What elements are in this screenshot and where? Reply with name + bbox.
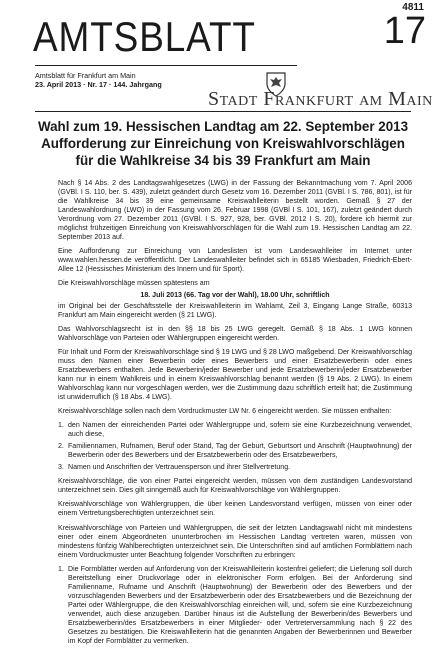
- headline-line: Wahl zum 19. Hessischen Landtag am 22. September 2013: [37, 119, 409, 134]
- headline-line: Aufforderung zur Einreichung von Kreiswahlvorschlägen: [41, 136, 405, 151]
- paragraph: Die Kreiswahlvorschläge müssen spätestens am: [58, 280, 210, 288]
- list-item: [58, 463, 412, 472]
- city-logo-text: Stadt Frankfurt am Main: [208, 88, 433, 110]
- headline-line: für die Wahlkreise 34 bis 39 Frankfurt am Main: [75, 153, 371, 168]
- paragraph: Für Inhalt und Form der Kreiswahlvorschläge sind § 19 LWG und § 28 LWO maßgebend. Der Kreiswahlvorschlag muss den Namen einer Bewerberin oder eines Bewerbers und einer Ersatzbewerberin oder eines Ersatzbewerbers enthalten. Jede Bewerberin/jeder Bewerber und jede Ersatzbewerberin/jeder Ersatzbewerber kann nur in einem Wahlkreis und in einem Kreiswahlvorschlag benannt werden (§ 19 Abs. 2 LWG). In einem Wahlvorschlag kann nur vorgeschlagen werden, wer die Zustimmung dazu schriftlich erteilt hat; die Zustimmung ist unwiderruflich (§ 18 Abs. 4 LWG).: [58, 348, 412, 401]
- list-item-text: den Namen der einreichenden Partei oder Wählergruppe und, sofern sie eine Kurzbezeichnung verwendet, auch diese,: [68, 422, 412, 439]
- issue-box: [384, 2, 426, 50]
- article-headline: [35, 118, 411, 169]
- paragraph: Nach § 14 Abs. 2 des Landtagswahlgesetzes (LWG) in der Fassung der Bekanntmachung vom 7. April 2006 (GVBl. I S. 110, ber. S. 439), zuletzt geändert durch Gesetz vom 16. Dezember 2011 (GVBl. I S. 786, 801), ist für die Wahlkreise 34 bis 39 eine gemeinsame Kreiswahlleiterin bestellt worden. Gemäß § 27 der Landeswahlordnung (LWO) in der Fassung vom 26. Februar 1998 (GVBl I S. 101, 167), zuletzt geändert durch Verordnung vom 27. Dezember 2011 (GVBl. I S. 927, 928, ber. GVBl. 2012 I S. 20), fordere ich hiermit zur möglichst frühzeitigen Einreichung von Kreiswahlvorschlägen für die Wahl zum 19. Hessischen Landtag am 22. September 2013 auf.: [58, 180, 412, 242]
- paragraph: Kreiswahlvorschläge, die von einer Partei eingereicht werden, müssen von dem zuständigen Landesvorstand unterzeichnet sein. Dies gilt sinngemäß auch für Kreiswahlvorschläge von Wählergruppen.: [58, 478, 412, 495]
- list-item-number: 2.: [58, 443, 64, 451]
- issue-number: 17: [383, 10, 426, 52]
- paragraph: Eine Aufforderung zur Einreichung von Landeslisten ist vom Landeswahlleiter im Internet unter www.wahlen.hessen.de veröffentlicht. Der Landeswahlleiter befindet sich in 65185 Wiesbaden, Friedrich-Ebert-Allee 12 (Hessisches Ministerium des Innern und für Sport).: [58, 248, 412, 274]
- masthead: [0, 0, 446, 112]
- requirements-list: [58, 421, 412, 472]
- form-rules-list: [58, 565, 412, 646]
- publication-meta: [35, 71, 162, 89]
- list-item: [58, 565, 412, 646]
- page-number: 4811: [402, 2, 424, 13]
- list-item-text: Namen und Anschriften der Vertrauensperson und ihrer Stellvertretung.: [68, 464, 291, 472]
- paragraph: Das Wahlvorschlagsrecht ist in den §§ 18 bis 25 LWG geregelt. Gemäß § 18 Abs. 1 LWG können Wahlvorschläge von Parteien oder Wählergruppen eingereicht werden.: [58, 325, 412, 342]
- list-item-number: 1.: [58, 422, 64, 430]
- paragraph: Kreiswahlvorschläge von Parteien und Wählergruppen, die seit der letzten Landtagswahl nicht mit mindestens einer oder einem Abgeordneten ununterbrochen im Hessischen Landtag vertreten waren, müssen von mindestens fünfzig Wahlberechtigten unterzeichnet sein. Die Unterschriften sind auf amtlichen Formblättern nach einem Vordruckmuster unter Beachtung folgender Vorschriften zu erbringen:: [58, 524, 412, 559]
- masthead-rule: [35, 65, 297, 66]
- publication-subtitle: Amtsblatt für Frankfurt am Main: [35, 71, 136, 80]
- list-item: [58, 442, 412, 460]
- article-body: [58, 179, 412, 649]
- masthead-bottom-rule: [35, 111, 411, 112]
- publication-title: AMTSBLATT: [33, 13, 256, 60]
- list-item-number: 1.: [58, 565, 64, 573]
- list-item-text: Familiennamen, Rufnamen, Beruf oder Stand, Tag der Geburt, Geburtsort und Anschrift (Hauptwohnung) der Bewerberin oder des Bewerbers und der Ersatzbewerberin oder des Ersatzbewerbers,: [68, 443, 412, 460]
- publication-date-issue: 23. April 2013 · Nr. 17 · 144. Jahrgang: [35, 80, 162, 89]
- paragraph: Kreiswahlvorschläge sollen nach dem Vordruckmuster LW Nr. 6 eingereicht werden. Sie müssen enthalten:: [58, 408, 392, 416]
- paragraph: Kreiswahlvorschläge von Wählergruppen, die über keinen Landesvorstand verfügen, müssen von einer oder einem Vertretungsberechtigten unterzeichnet sein.: [58, 501, 412, 518]
- list-item: [58, 421, 412, 439]
- list-item-text: Die Formblätter werden auf Anforderung von der Kreiswahlleiterin kostenfrei geliefert; die Lieferung soll durch Bereitstellung einer Druckvorlage oder in elektronischer Form erfolgen. Bei der Anforderung sind Familienname, Rufname und Anschrift (Hauptwohnung) der Bewerberin oder des Bewerbers und der vorzuschlagenden Bewerbers und der Ersatzbewerberin oder des Ersatzbewerbers und die Bezeichnung der Partei oder Wählergruppe, die den Kreiswahlvorschlag einreichen will, und, sofern sie eine Kurzbezeichnung verwendet, auch diese anzugeben. Darüber hinaus ist die Aufstellung der Bewerberin/des Bewerbers und Ersatzbewerberin/des Ersatzbewerbers in einer Mitglieder- oder Vertreterversammlung nach § 22 des Gesetzes zu bestätigen. Die Kreiswahlleiterin hat die genannten Angaben der Bewerberinnen und Bewerber im Kopf der Formblätter zu vermerken.: [68, 565, 412, 646]
- list-item-number: 3.: [58, 464, 64, 472]
- paragraph: im Original bei der Geschäftsstelle der Kreiswahlleiterin im Wahlamt, Zeil 3, Eingang Lange Straße, 60313 Frankfurt am Main eingereicht werden (§ 21 LWG).: [58, 302, 412, 319]
- deadline-date: 18. Juli 2013 (66. Tag vor der Wahl), 18.00 Uhr, schriftlich: [140, 291, 330, 299]
